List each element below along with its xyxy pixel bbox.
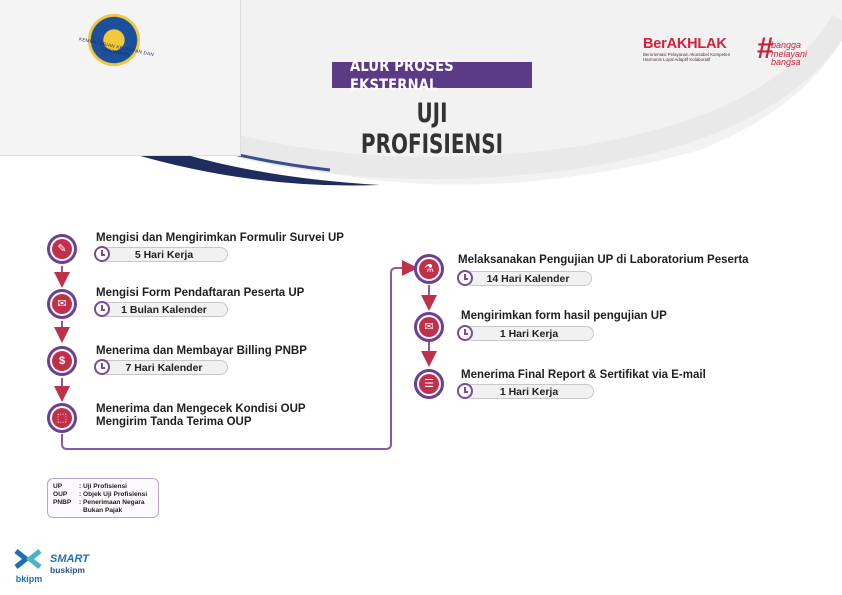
clock-icon <box>457 383 473 399</box>
step-6-icon: ✉ <box>414 312 444 342</box>
bangga-word-1: bangga <box>771 40 802 50</box>
berakhlak-wordmark: BerAKHLAK <box>643 36 727 52</box>
bkipm-logo <box>10 545 48 583</box>
step-2-title: Mengisi Form Pendaftaran Peserta UP <box>96 287 305 299</box>
bkipm-mark-icon <box>10 545 48 571</box>
smart-buskipm-logo <box>50 553 100 581</box>
step-5-duration: 14 Hari Kalender <box>464 271 592 286</box>
header-band-text: ALUR PROSES EKSTERNAL <box>350 56 454 94</box>
bkipm-wordmark: bkipm <box>15 574 43 584</box>
step-7-title: Menerima Final Report & Sertifikat via E-mail <box>461 369 706 381</box>
step-4-title: Menerima dan Mengecek Kondisi OUP <box>96 403 306 415</box>
step-1-icon: ✎ <box>47 234 77 264</box>
legend-row: OUP : Objek Uji Profisiensi <box>53 491 148 498</box>
abbreviation-legend <box>47 478 159 518</box>
step-4-title-line2: Mengirim Tanda Terima OUP <box>96 416 252 428</box>
berakhlak-tagline: Berorientasi Pelayanan Akuntabel Kompeten Harmonis Loyal Adaptif Kolaboratif <box>643 52 731 62</box>
legend-row: UP : Uji Profisiensi <box>53 483 127 490</box>
step-3-title: Menerima dan Membayar Billing PNBP <box>96 345 307 357</box>
legend-row: Bukan Pajak <box>83 507 123 514</box>
step-6-title: Mengirimkan form hasil pengujian UP <box>461 310 667 322</box>
step-3-icon: $ <box>47 346 77 376</box>
clock-icon <box>94 246 110 262</box>
smart-wordmark: SMART <box>50 553 89 565</box>
step-4-icon: ⬚ <box>47 403 77 433</box>
legend-row: PNBP : Penerimaan Negara <box>53 499 145 506</box>
step-3-duration: 7 Hari Kalender <box>100 360 228 375</box>
buskipm-wordmark: buskipm <box>50 565 85 575</box>
clock-icon <box>94 359 110 375</box>
step-6-duration: 1 Hari Kerja <box>464 326 594 341</box>
bangga-word-2: melayani <box>771 48 808 59</box>
step-1-duration: 5 Hari Kerja <box>100 247 228 262</box>
clock-icon <box>457 325 473 341</box>
bangga-word-3: bangsa <box>771 57 801 67</box>
hashtag-icon: # <box>757 32 774 65</box>
step-7-duration: 1 Hari Kerja <box>464 384 594 399</box>
step-7-icon: ☰ <box>414 369 444 399</box>
page-title: UJI PROFISIENSI <box>360 98 504 160</box>
clock-icon <box>94 301 110 317</box>
ministry-name: KEMENTERIAN KELAUTAN DAN PERIKANAN <box>78 36 155 58</box>
step-1-title: Mengisi dan Mengirimkan Formulir Survei UP <box>96 232 344 244</box>
clock-icon <box>457 270 473 286</box>
step-2-duration: 1 Bulan Kalender <box>100 302 228 317</box>
step-5-icon: ⚗ <box>414 254 444 284</box>
step-5-title: Melaksanakan Pengujian UP di Laboratorium Peserta <box>458 254 749 266</box>
step-2-icon: ✉ <box>47 289 77 319</box>
